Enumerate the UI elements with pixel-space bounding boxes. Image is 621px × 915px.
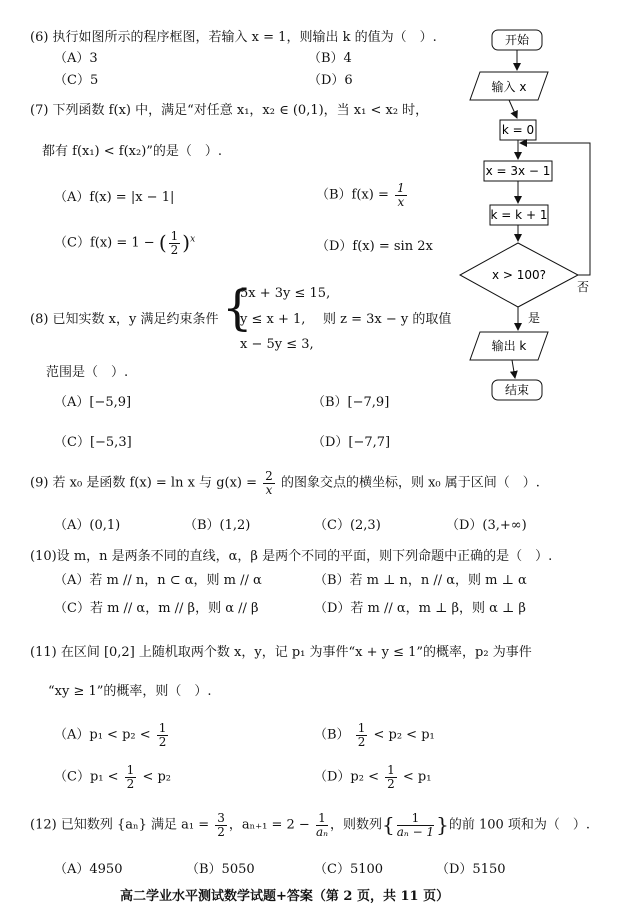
q8-constraint-1: 5x + 3y ≤ 15, <box>240 286 331 301</box>
q7-option-c: （C）f(x) = 1 − ( $\frac{1}{2}$ )$^x$ <box>54 229 196 257</box>
q11-option-c: （C）p₁ < $\frac{1}{2}$ < p₂ <box>54 763 171 791</box>
q6-option-a: （A）3 <box>54 51 98 66</box>
flow-input-label: 输入 x <box>491 80 527 94</box>
q9-option-b: （B）(1,2) <box>184 518 251 533</box>
q7-option-d: （D）f(x) = sin 2x <box>316 239 433 254</box>
q7-line2: 都有 f(x₁) < f(x₂)”的是（ ）. <box>42 144 223 159</box>
q8-constraint-3: x − 5y ≤ 3, <box>240 337 314 352</box>
q7-line1: (7) 下列函数 f(x) 中，满足“对任意 x₁，x₂ ∈ (0,1)，当 x₁ < x₂ 时， <box>30 103 429 118</box>
flow-start-label: 开始 <box>504 33 530 47</box>
flow-yes-label: 是 <box>528 311 541 325</box>
q8-option-a: （A）[−5,9] <box>54 395 132 410</box>
q8-brace: { <box>222 280 253 336</box>
q12-option-a: （A）4950 <box>54 862 123 877</box>
q6-option-b: （B）4 <box>308 51 352 66</box>
q9-option-d: （D）(3,+∞) <box>446 518 527 533</box>
flow-step1-label: x = 3x − 1 <box>485 164 551 178</box>
q10-option-b: （B）若 m ⊥ n，n // α，则 m ⊥ α <box>314 573 527 588</box>
q8-stem-pre: (8) 已知实数 x，y 满足约束条件 <box>30 312 219 327</box>
q8-option-c: （C）[−5,3] <box>54 435 132 450</box>
flow-output-label: 输出 k <box>491 339 527 353</box>
q11-line2: “xy ≥ 1”的概率，则（ ）. <box>48 684 212 699</box>
q9-option-a: （A）(0,1) <box>54 518 121 533</box>
program-flowchart <box>450 20 615 415</box>
flow-step2-label: k = k + 1 <box>490 208 548 222</box>
q12-stem: (12) 已知数列 {aₙ} 满足 a₁ = $\frac{3}{2}$ ，aₙ₊₁ = 2 − $\frac{1}{\text{aₙ}}$ ，则数列{ $\frac{1}{\text{aₙ − 1}}$ }的前 100 项和为（ ）. <box>30 811 591 839</box>
q6-option-c: （C）5 <box>54 73 99 88</box>
q8-option-b: （B）[−7,9] <box>312 395 390 410</box>
q12-option-d: （D）5150 <box>436 862 506 877</box>
q12-option-c: （C）5100 <box>314 862 384 877</box>
q10-option-a: （A）若 m // n，n ⊂ α，则 m // α <box>54 573 262 588</box>
q12-option-b: （B）5050 <box>186 862 255 877</box>
q9-option-c: （C）(2,3) <box>314 518 381 533</box>
q7-option-a: （A）f(x) = |x − 1| <box>54 190 175 205</box>
q8-constraint-2: y ≤ x + 1, <box>240 312 306 327</box>
q11-option-d: （D）p₂ < $\frac{1}{2}$ < p₁ <box>314 763 432 791</box>
q8-stem-post: 则 z = 3x − y 的取值 <box>323 312 452 327</box>
q9-stem: (9) 若 x₀ 是函数 f(x) = ln x 与 g(x) = $\frac{2}{x}$ 的图象交点的横坐标，则 x₀ 属于区间（ ）. <box>30 469 540 497</box>
q6-option-d: （D）6 <box>308 73 353 88</box>
flow-condition-label: x > 100? <box>491 268 547 282</box>
q11-option-b: （B） $\frac{1}{2}$ < p₂ < p₁ <box>314 721 435 749</box>
flow-end-label: 结束 <box>504 383 530 397</box>
q11-option-a: （A）p₁ < p₂ < $\frac{1}{2}$ <box>54 721 167 749</box>
q8-option-d: （D）[−7,7] <box>312 435 391 450</box>
flow-init-label: k = 0 <box>501 123 535 137</box>
page-footer: 高二学业水平测试数学试题+答案（第 2 页，共 11 页） <box>120 889 450 904</box>
flow-no-label: 否 <box>576 280 590 294</box>
q7-option-b: （B）f(x) = $\frac{1}{x}$ <box>316 181 405 209</box>
q6-stem: (6) 执行如图所示的程序框图，若输入 x = 1，则输出 k 的值为（ ）. <box>30 30 437 45</box>
q10-stem: (10)设 m，n 是两条不同的直线，α，β 是两个不同的平面，则下列命题中正确的是（ ）. <box>30 549 553 564</box>
q11-line1: (11) 在区间 [0,2] 上随机取两个数 x，y，记 p₁ 为事件“x + y ≤ 1”的概率，p₂ 为事件 <box>30 645 532 660</box>
q8-line2: 范围是（ ）. <box>46 365 129 380</box>
q10-option-d: （D）若 m // α，m ⊥ β，则 α ⊥ β <box>314 601 526 616</box>
q10-option-c: （C）若 m // α，m // β，则 α // β <box>54 601 259 616</box>
